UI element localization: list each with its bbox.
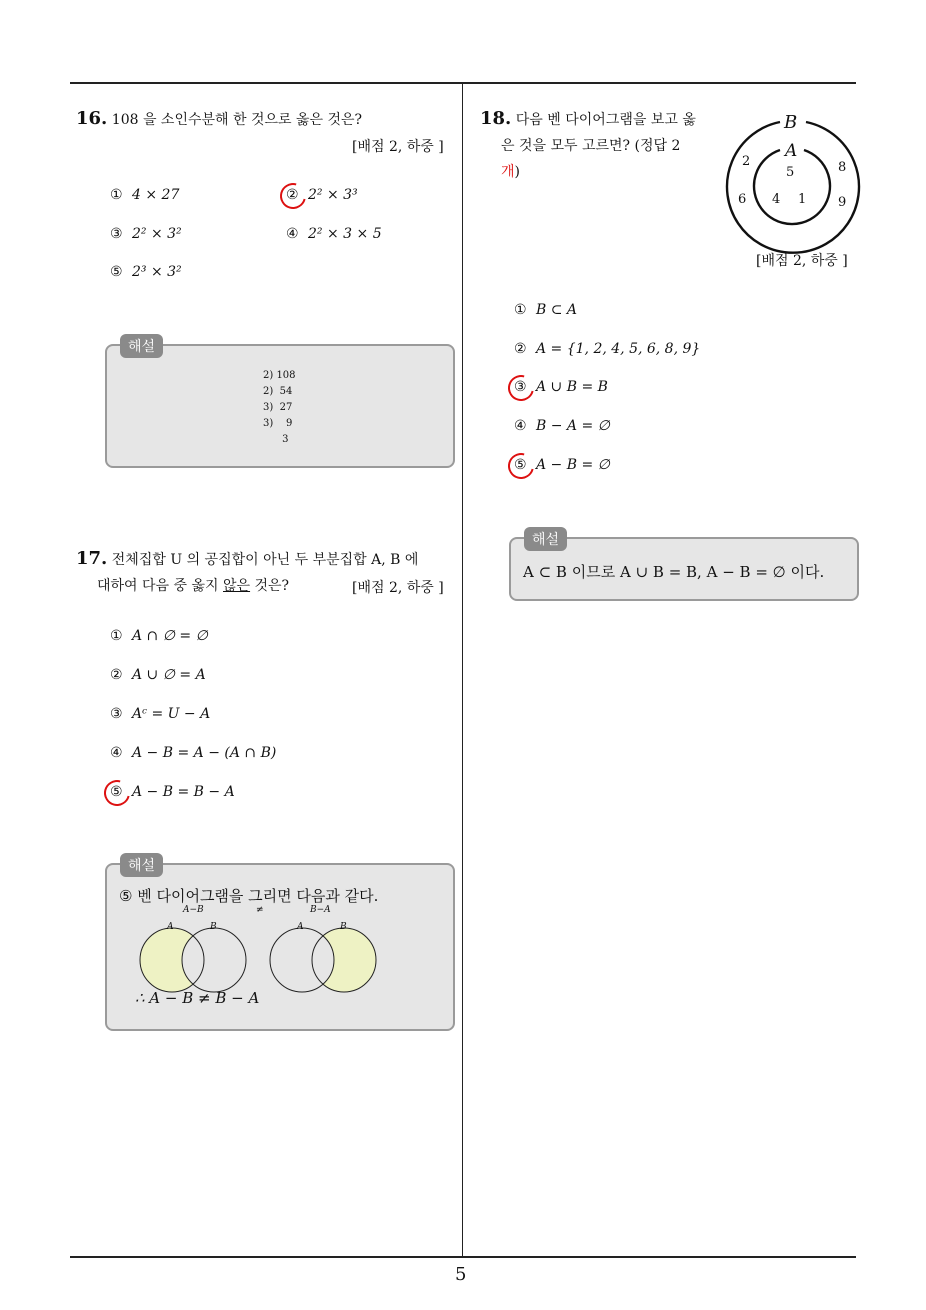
q16-choice-2[interactable]: ② 2² × 3³ [286,187,358,203]
q17-answer-circle [99,775,135,811]
venn-left-caption: A−B [183,905,204,915]
venn-inner-circle [754,150,830,224]
q17-solution-label: 해설 [120,853,163,877]
venn-right-caption: B−A [310,905,331,915]
q16-question [76,106,456,133]
q17-solution-text: ⑤ 벤 다이어그램을 그리면 다음과 같다. [119,887,379,905]
q16-answer-circle [275,178,311,214]
q18-meta: [배점 2, 하중 ] [756,253,848,269]
q18-solution-text: A ⊂ B 이므로 A ∪ B = B, A − B = ∅ 이다. [523,563,825,581]
page-number: 5 [455,1264,467,1285]
q17-conclusion: ∴ A − B ≠ B − A [135,989,260,1007]
venn-num-8: 8 [838,160,847,175]
q17-choice-1[interactable]: ① A ∩ ∅ = ∅ [110,628,208,644]
q18-answer-circle-3 [503,370,539,406]
q18-text-line1: 다음 벤 다이어그램을 보고 옳 [515,112,696,128]
q18-choice-3[interactable]: ③ A ∪ B = B [514,379,608,395]
venn-num-4: 4 [772,192,781,207]
q16-text: 108 을 소인수분해 한 것으로 옳은 것은? [111,112,363,128]
q18-answer-circle-5 [503,448,539,484]
venn-num-1: 1 [798,192,807,207]
q18-question: 18. 다음 벤 다이어그램을 보고 옳 은 것을 모두 고르면? (정답 2 개) [480,106,710,185]
venn-inner-label: A [785,141,798,161]
top-rule [70,82,856,84]
q16-solution-box [105,344,455,468]
venn-num-5: 5 [786,165,795,180]
column-divider [462,84,463,1256]
q16-number: 16. [76,108,108,129]
q17-text-line1: 전체집합 U 의 공집합이 아닌 두 부분집합 A, B 에 [111,552,419,568]
q17-choice-4[interactable]: ④ A − B = A − (A ∩ B) [110,745,277,761]
venn-left-label-b: B [210,922,217,932]
venn-num-9: 9 [838,195,847,210]
q16-choice-4[interactable]: ④ 2² × 3 × 5 [286,226,382,242]
venn-right-label-a: A [297,922,304,932]
q18-venn-diagram [720,112,864,254]
q18-choice-2[interactable]: ② A = {1, 2, 4, 5, 6, 8, 9} [514,341,701,357]
q17-solution-box [105,863,455,1031]
venn-num-2: 2 [742,154,751,169]
q16-solution-label: 해설 [120,334,163,358]
venn-right-label-b: B [340,922,347,932]
bottom-rule [70,1256,856,1258]
q18-solution-label: 해설 [524,527,567,551]
q17-underlined: 않은 [223,578,251,594]
venn-left-label-a: A [167,922,174,932]
q18-text-red: 개 [501,164,515,180]
q16-meta: [배점 2, 하중 ] [352,139,444,155]
q16-division: 2) 108 2) 54 3) 27 3) 9 3 [263,370,296,445]
q18-choice-1[interactable]: ① B ⊂ A [514,302,578,318]
q17-choice-5[interactable]: ⑤ A − B = B − A [110,784,235,800]
q16-choice-1[interactable]: ① 4 × 27 [110,187,180,203]
q16-choice-3[interactable]: ③ 2² × 3² [110,226,182,242]
q18-choice-4[interactable]: ④ B − A = ∅ [514,418,610,434]
q18-number: 18. [480,108,512,129]
q16-choice-5[interactable]: ⑤ 2³ × 3² [110,264,182,280]
q17-choice-3[interactable]: ③ Aᶜ = U − A [110,706,211,722]
venn-neq: ≠ [256,905,264,915]
q17-choice-2[interactable]: ② A ∪ ∅ = A [110,667,206,683]
venn-outer-label: B [784,112,798,133]
q18-text-line2: 은 것을 모두 고르면? (정답 2 [501,138,681,154]
q17-venn-figure [127,903,387,1003]
q17-number: 17. [76,548,108,569]
q18-choice-5[interactable]: ⑤ A − B = ∅ [514,457,610,473]
q17-meta: [배점 2, 하중 ] [352,580,444,596]
q17-question: 17. 전체집합 U 의 공집합이 아닌 두 부분집합 A, B 에 대하여 다음 중 옳지 않은 것은? [76,548,419,594]
venn-num-6: 6 [738,192,747,207]
